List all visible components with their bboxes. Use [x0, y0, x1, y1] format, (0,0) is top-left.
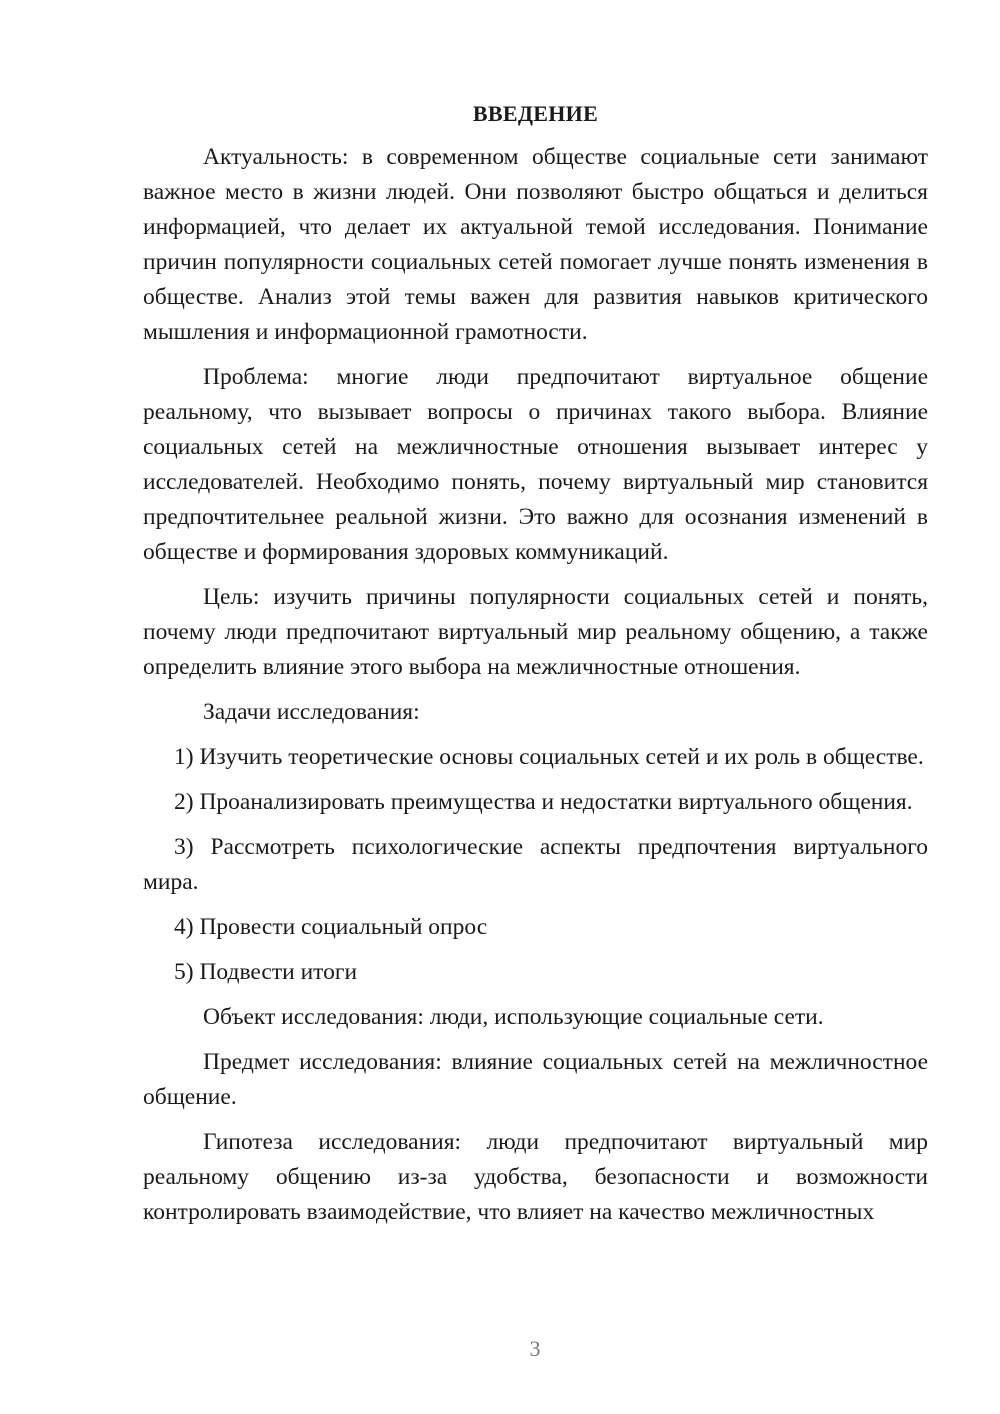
paragraph-subject: Предмет исследования: влияние социальных сетей на межличностное общение. — [143, 1049, 928, 1110]
paragraph-relevance: Актуальность: в современном обществе социальные сети занимают важное место в жизни людей. Они позволяют быстро общаться и делиться информацией, что делает их актуальной темой исследования. Понимание причин популярности социальных сетей помогает лучше понять изменения в обществе. Анализ этой темы важен для развития навыков критического мышления и информационной грамотности. — [143, 144, 928, 345]
task-item: 4) Провести социальный опрос — [174, 914, 488, 940]
task-item: 3) Рассмотреть психологические аспекты предпочтения виртуального мира. — [143, 834, 928, 895]
section-heading: ВВЕДЕНИЕ — [472, 101, 599, 126]
paragraph-hypothesis: Гипотеза исследования: люди предпочитают виртуальный мир реальному общению из-за удобства, безопасности и возможности контролировать взаимодействие, что влияет на качество межличностных — [143, 1129, 928, 1225]
task-item: 2) Проанализировать преимущества и недостатки виртуального общения. — [174, 789, 913, 815]
page-number: 3 — [529, 1336, 541, 1361]
paragraph-object: Объект исследования: люди, использующие социальные сети. — [203, 1004, 824, 1030]
page-body — [143, 96, 928, 1240]
paragraph-goal: Цель: изучить причины популярности социальных сетей и понять, почему люди предпочитают виртуальный мир реальному общению, а также определить влияние этого выбора на межличностные отношения. — [143, 584, 928, 680]
task-item: 5) Подвести итоги — [174, 959, 358, 985]
paragraph-problem: Проблема: многие люди предпочитают виртуальное общение реальному, что вызывает вопросы о причинах такого выбора. Влияние социальных сетей на межличностные отношения вызывает интерес у исследователей. Необходимо понять, почему виртуальный мир становится предпочтительнее реальной жизни. Это важно для осознания изменений в обществе и формирования здоровых коммуникаций. — [143, 364, 928, 565]
task-item: 1) Изучить теоретические основы социальных сетей и их роль в обществе. — [174, 744, 924, 770]
paragraph-tasks-heading: Задачи исследования: — [203, 699, 420, 725]
